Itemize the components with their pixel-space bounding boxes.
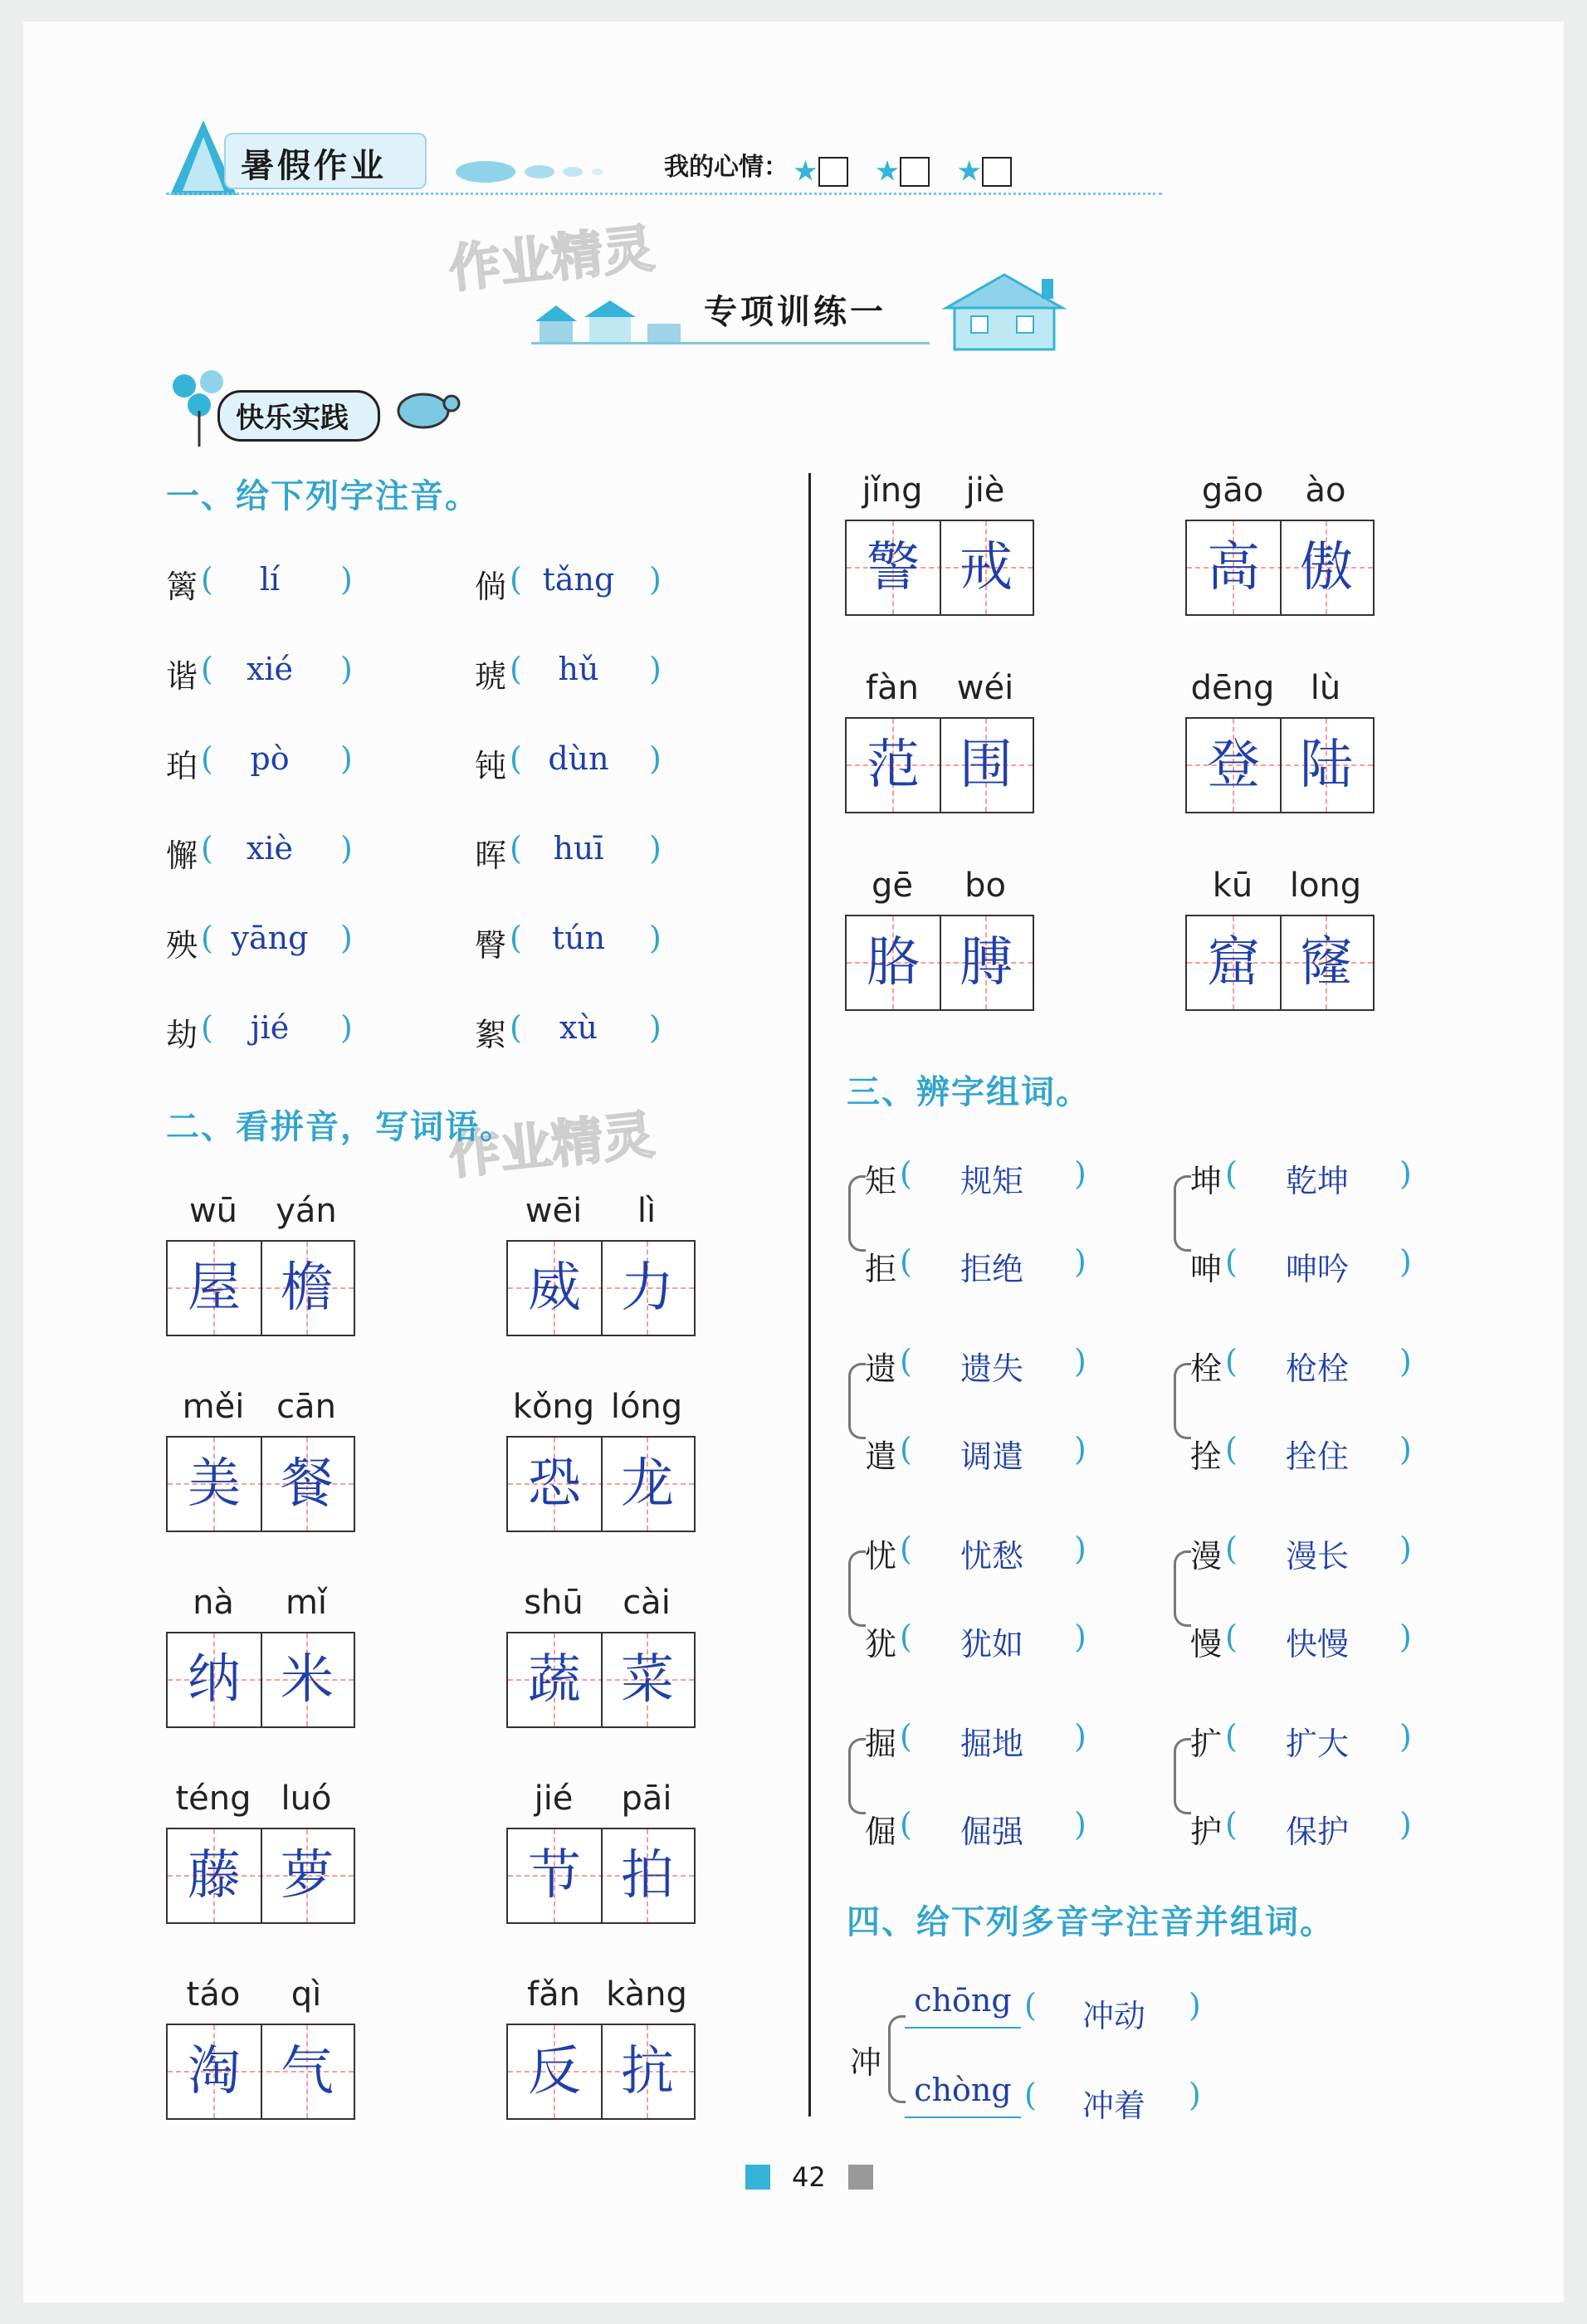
written-char: 藤 [188, 1845, 241, 1907]
paren-close: ) [649, 651, 662, 687]
pinyin-label: lóng [610, 1388, 683, 1426]
pinyin-label: jǐng [862, 471, 923, 510]
word-answer[interactable]: 呻吟 [1285, 1251, 1349, 1287]
writing-grid[interactable] [506, 1828, 696, 1924]
pinyin-label: wū [188, 1192, 238, 1230]
pinyin-answer[interactable]: hǔ [558, 651, 599, 687]
written-char: 节 [528, 1845, 581, 1907]
writing-grid[interactable] [506, 1436, 696, 1532]
title-underline [531, 342, 930, 344]
paren-open: ( [1225, 1806, 1238, 1843]
section1-heading: 一、给下列字注音。 [166, 477, 480, 515]
pinyin-label: qì [291, 1975, 322, 2014]
paren-open: ( [510, 830, 522, 867]
paren-open: ( [1024, 2077, 1037, 2113]
column-divider [808, 473, 811, 2116]
pinyin-label: long [1289, 867, 1362, 905]
pinyin-label: mǐ [285, 1584, 328, 1622]
written-char: 力 [621, 1257, 674, 1319]
pinyin-label: lì [637, 1192, 657, 1230]
paren-open: ( [510, 651, 522, 687]
paren-close: ) [340, 920, 353, 956]
pinyin-label: pāi [621, 1780, 672, 1818]
pinyin-label: fàn [866, 669, 919, 707]
word-answer[interactable]: 拴住 [1285, 1438, 1349, 1475]
written-char: 淘 [188, 2041, 241, 2102]
brace [848, 1175, 866, 1252]
writing-grid[interactable] [166, 1828, 355, 1924]
paren-open: ( [1024, 1987, 1037, 2024]
written-char: 屋 [188, 1257, 241, 1319]
written-char: 恐 [528, 1453, 581, 1515]
word-answer[interactable]: 乾坤 [1285, 1163, 1349, 1199]
paren-open: ( [510, 740, 522, 777]
pinyin-answer[interactable]: xié [246, 651, 294, 687]
writing-grid[interactable] [506, 1632, 696, 1728]
writing-grid[interactable] [845, 717, 1034, 813]
mood-area [664, 146, 1012, 188]
paren-open: ( [201, 561, 213, 598]
paren-open: ( [900, 1806, 912, 1843]
paren-close: ) [1399, 1618, 1412, 1655]
writing-grid[interactable] [1185, 717, 1375, 813]
target-char: 谐 [166, 658, 198, 695]
written-char: 膊 [960, 932, 1013, 994]
paren-close: ) [1399, 1243, 1412, 1280]
pair-char: 漫 [1190, 1538, 1223, 1575]
paren-close: ) [1074, 1806, 1086, 1843]
pinyin-label: cān [276, 1388, 336, 1426]
banner-title: 暑假作业 [241, 147, 387, 185]
paren-close: ) [340, 1009, 353, 1046]
writing-grid[interactable] [506, 1240, 696, 1336]
pinyin-label: téng [175, 1780, 251, 1818]
pinyin-label: ào [1305, 471, 1346, 510]
page-title: 专项训练一 [704, 293, 886, 331]
brace [848, 1550, 866, 1627]
paren-open: ( [1225, 1243, 1238, 1280]
paren-open: ( [1225, 1155, 1238, 1192]
written-char: 米 [281, 1649, 334, 1711]
pair-char: 遣 [865, 1438, 897, 1475]
pinyin-label: fǎn [527, 1975, 580, 2014]
house-icon [938, 271, 1079, 357]
paren-close: ) [649, 920, 662, 956]
paren-close: ) [1399, 1431, 1412, 1467]
pinyin-answer[interactable]: yāng [231, 920, 309, 956]
pinyin-label: gāo [1201, 471, 1264, 510]
pinyin-label: kū [1212, 867, 1253, 905]
brace [1174, 1175, 1191, 1252]
paren-close: ) [1399, 1155, 1412, 1192]
paren-open: ( [1225, 1718, 1238, 1755]
paren-open: ( [510, 920, 522, 956]
pinyin-answer[interactable]: jié [250, 1009, 290, 1046]
paren-close: ) [649, 1009, 662, 1046]
paren-open: ( [510, 1009, 522, 1046]
paren-close: ) [1074, 1431, 1086, 1467]
written-char: 纳 [188, 1649, 241, 1711]
word-answer[interactable]: 漫长 [1285, 1538, 1349, 1575]
pinyin-label: jiè [965, 471, 1005, 510]
writing-grid[interactable] [1185, 520, 1375, 616]
writing-grid[interactable] [845, 915, 1034, 1011]
pair-char: 倔 [865, 1814, 897, 1850]
paren-close: ) [340, 830, 353, 867]
pinyin-label: táo [186, 1975, 241, 2014]
paren-close: ) [340, 740, 353, 777]
paren-close: ) [1399, 1531, 1412, 1567]
pair-char: 拒 [865, 1251, 897, 1287]
paren-open: ( [900, 1618, 912, 1655]
neutral-star-icon: ★ [874, 154, 901, 188]
written-char: 陆 [1300, 735, 1353, 796]
pinyin-label: kàng [606, 1975, 687, 2014]
pinyin-label: cài [623, 1584, 671, 1622]
pinyin-label: dēng [1190, 669, 1275, 707]
pair-char: 遗 [865, 1350, 897, 1387]
pinyin-label: shū [524, 1584, 584, 1622]
pinyin-label: gē [872, 867, 913, 905]
target-char: 倘 [475, 569, 507, 605]
polyphone-word[interactable]: 冲动 [1082, 1998, 1145, 2034]
paren-open: ( [201, 740, 213, 777]
word-answer[interactable]: 犹如 [960, 1626, 1023, 1662]
pair-char: 扩 [1190, 1726, 1223, 1762]
paren-open: ( [1225, 1431, 1238, 1467]
target-char: 劫 [166, 1017, 198, 1053]
word-answer[interactable]: 扩大 [1285, 1726, 1349, 1762]
target-char: 臀 [475, 927, 507, 964]
written-char: 范 [867, 735, 920, 796]
paren-open: ( [900, 1718, 912, 1755]
paren-close: ) [1074, 1155, 1086, 1192]
page-marker-right [848, 2165, 873, 2190]
brace [1174, 1738, 1191, 1814]
written-char: 戒 [960, 537, 1013, 598]
written-char: 龙 [621, 1453, 674, 1515]
brace [1174, 1363, 1191, 1439]
target-char: 懈 [166, 837, 198, 874]
polyphone-pinyin[interactable]: chōng [914, 1982, 1012, 2019]
pinyin-label: luó [281, 1780, 332, 1818]
target-char: 絮 [475, 1017, 507, 1053]
paren-open: ( [201, 1009, 213, 1046]
writing-grid[interactable] [166, 1436, 355, 1532]
paren-close: ) [1074, 1243, 1086, 1280]
paren-close: ) [1189, 2077, 1201, 2113]
paren-open: ( [510, 561, 522, 598]
pair-char: 矩 [865, 1163, 897, 1199]
written-char: 萝 [281, 1845, 334, 1907]
paren-close: ) [340, 561, 353, 598]
written-char: 窿 [1300, 932, 1353, 994]
paren-close: ) [1399, 1718, 1412, 1755]
paren-close: ) [1074, 1618, 1086, 1655]
pinyin-label: měi [182, 1388, 245, 1426]
paren-open: ( [900, 1431, 912, 1467]
pair-char: 栓 [1190, 1350, 1223, 1387]
mood-label: 我的心情： [664, 153, 789, 182]
pinyin-label: wēi [525, 1192, 583, 1230]
brace [848, 1363, 866, 1439]
written-char: 登 [1207, 735, 1260, 796]
pinyin-label: lù [1310, 669, 1341, 707]
written-char: 餐 [281, 1453, 334, 1515]
paren-open: ( [900, 1243, 912, 1280]
word-answer[interactable]: 掘地 [960, 1726, 1023, 1762]
paren-open: ( [1225, 1531, 1238, 1567]
written-char: 檐 [281, 1257, 334, 1319]
writing-grid[interactable] [1185, 915, 1375, 1011]
written-char: 美 [188, 1453, 241, 1515]
target-char: 篱 [166, 569, 198, 605]
writing-grid[interactable] [166, 1632, 355, 1728]
paren-close: ) [1074, 1718, 1086, 1755]
pair-char: 慢 [1190, 1626, 1223, 1662]
watermark-top: 作业精灵 [446, 217, 657, 300]
writing-grid[interactable] [845, 520, 1034, 616]
banner-rule [166, 193, 1162, 195]
written-char: 窟 [1207, 932, 1260, 994]
written-char: 蔬 [528, 1649, 581, 1711]
pinyin-label: wéi [956, 669, 1014, 707]
paren-open: ( [201, 920, 213, 956]
paren-close: ) [649, 830, 662, 867]
written-char: 拍 [621, 1845, 674, 1907]
word-answer[interactable]: 快慢 [1285, 1626, 1349, 1662]
pair-char: 坤 [1190, 1163, 1223, 1199]
written-char: 傲 [1300, 537, 1353, 598]
section3-heading: 三、辨字组词。 [847, 1073, 1091, 1111]
brace [848, 1738, 866, 1814]
watermark-middle: 作业精灵 [446, 1104, 657, 1186]
paren-open: ( [201, 651, 213, 687]
smile-star-icon: ★ [793, 154, 818, 188]
writing-grid[interactable] [506, 2024, 696, 2120]
paren-close: ) [1189, 1987, 1201, 2024]
pinyin-label: yán [276, 1192, 337, 1230]
word-answer[interactable]: 规矩 [960, 1163, 1023, 1199]
pair-char: 掘 [865, 1726, 897, 1762]
page-number: 42 [792, 2161, 826, 2193]
pinyin-label: kǒng [512, 1388, 595, 1426]
page-marker-left [745, 2165, 770, 2190]
word-answer[interactable]: 忧愁 [960, 1538, 1023, 1575]
brace [888, 2015, 906, 2103]
target-char: 珀 [166, 748, 198, 784]
word-answer[interactable]: 枪栓 [1285, 1350, 1349, 1387]
written-char: 气 [281, 2041, 334, 2102]
paren-open: ( [201, 830, 213, 867]
paren-close: ) [340, 651, 353, 687]
pinyin-answer[interactable]: pò [250, 740, 290, 777]
written-char: 反 [528, 2041, 581, 2102]
paren-close: ) [649, 561, 662, 598]
pinyin-answer[interactable]: tún [551, 920, 606, 956]
paren-close: ) [1074, 1343, 1086, 1379]
pinyin-label: jié [534, 1780, 574, 1818]
written-char: 警 [867, 537, 920, 598]
target-char: 殃 [166, 927, 198, 964]
written-char: 围 [960, 735, 1013, 796]
pair-char: 拴 [1190, 1438, 1223, 1475]
pinyin-answer[interactable]: lí [259, 561, 281, 598]
target-char: 琥 [475, 658, 507, 695]
pair-char: 护 [1190, 1814, 1223, 1850]
paren-open: ( [900, 1343, 912, 1379]
written-char: 胳 [867, 932, 920, 994]
paren-open: ( [900, 1155, 912, 1192]
target-char: 晖 [475, 837, 507, 874]
brace [1174, 1550, 1191, 1627]
mood-checkbox-sad[interactable] [982, 157, 1012, 187]
paren-close: ) [1074, 1531, 1086, 1567]
pair-char: 呻 [1190, 1251, 1223, 1287]
word-answer[interactable]: 保护 [1285, 1814, 1349, 1850]
paren-open: ( [1225, 1618, 1238, 1655]
pinyin-label: bo [964, 867, 1006, 905]
paren-close: ) [1399, 1806, 1412, 1843]
mood-checkbox-neutral[interactable] [900, 157, 930, 187]
pinyin-underline [905, 2116, 1021, 2118]
banner-dots [452, 159, 618, 184]
pinyin-underline [905, 2027, 1021, 2029]
paren-close: ) [1399, 1343, 1412, 1379]
pinyin-answer[interactable]: xù [559, 1009, 598, 1046]
pinyin-answer[interactable]: tǎng [542, 561, 615, 598]
section4-heading: 四、给下列多音字注音并组词。 [847, 1903, 1335, 1941]
paren-close: ) [649, 740, 662, 777]
paren-open: ( [1225, 1343, 1238, 1379]
written-char: 菜 [621, 1649, 674, 1711]
pinyin-answer[interactable]: xiè [246, 830, 294, 867]
writing-grid[interactable] [166, 2024, 355, 2120]
mood-checkbox-happy[interactable] [818, 157, 848, 187]
turtle-icon [390, 374, 465, 443]
pair-char: 犹 [865, 1626, 897, 1662]
pinyin-answer[interactable]: dùn [548, 740, 609, 777]
pair-char: 忧 [865, 1538, 897, 1575]
polyphone-char: 冲 [850, 2044, 882, 2081]
practice-badge-label: 快乐实践 [236, 402, 349, 435]
pinyin-label: nà [193, 1584, 234, 1622]
written-char: 威 [528, 1257, 581, 1319]
polyphone-pinyin[interactable]: chòng [914, 2072, 1012, 2108]
word-answer[interactable]: 倔强 [960, 1814, 1023, 1850]
pinyin-answer[interactable]: huī [553, 830, 604, 867]
word-answer[interactable]: 遗失 [960, 1350, 1023, 1387]
paren-open: ( [900, 1531, 912, 1567]
word-answer[interactable]: 拒绝 [960, 1251, 1023, 1287]
target-char: 钝 [475, 748, 507, 784]
polyphone-word[interactable]: 冲着 [1082, 2087, 1145, 2124]
writing-grid[interactable] [166, 1240, 355, 1336]
word-answer[interactable]: 调遣 [960, 1438, 1023, 1475]
sad-star-icon: ★ [956, 154, 982, 188]
written-char: 高 [1207, 537, 1260, 598]
written-char: 抗 [621, 2041, 674, 2102]
section2-heading: 二、看拼音，写词语。 [166, 1108, 515, 1146]
